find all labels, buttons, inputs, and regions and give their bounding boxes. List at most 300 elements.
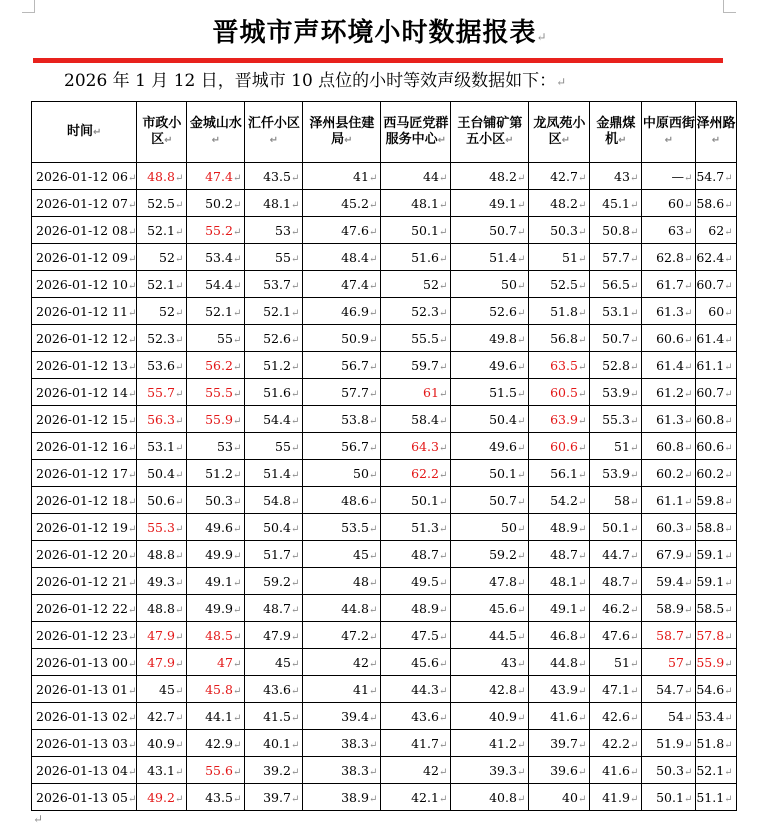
noise-value: 45: [353, 546, 369, 562]
cell-mark-icon: ↵: [577, 550, 587, 562]
value-cell: [245, 298, 303, 325]
time-value: 2026-01-12 19: [36, 519, 128, 535]
value-cell: [303, 649, 381, 676]
cell-mark-icon: ↵: [174, 793, 184, 805]
cell-mark-icon: ↵: [516, 658, 526, 670]
cell-mark-icon: ↵: [290, 334, 300, 346]
cell-mark-icon: ↵: [711, 134, 721, 146]
cell-mark-icon: ↵: [577, 631, 587, 643]
noise-value: 56.7: [341, 357, 369, 373]
value-cell: [187, 163, 245, 190]
value-cell: [451, 244, 529, 271]
value-cell: [451, 217, 529, 244]
cell-mark-icon: ↵: [629, 469, 639, 481]
cell-mark-icon: ↵: [174, 469, 184, 481]
value-cell: [590, 163, 642, 190]
noise-value: 43.6: [263, 681, 291, 697]
cell-mark-icon: ↵: [577, 604, 587, 616]
cell-mark-icon: ↵: [438, 307, 448, 319]
noise-value: 39.4: [341, 708, 369, 724]
cell-mark-icon: ↵: [232, 550, 242, 562]
noise-value: 54.8: [263, 492, 291, 508]
value-cell: [381, 433, 451, 460]
noise-value: 49.9: [205, 600, 233, 616]
cell-mark-icon: ↵: [368, 442, 378, 454]
noise-value: 45.6: [489, 600, 517, 616]
value-cell: [303, 487, 381, 514]
value-cell: [590, 757, 642, 784]
noise-value: 51.6: [263, 384, 291, 400]
noise-value: 61.1: [656, 492, 684, 508]
value-cell: [451, 541, 529, 568]
value-cell: [381, 595, 451, 622]
cell-mark-icon: ↵: [127, 793, 137, 805]
value-cell: [529, 298, 590, 325]
table-row: [32, 514, 737, 541]
value-cell: [529, 352, 590, 379]
value-cell: [642, 460, 696, 487]
cell-mark-icon: ↵: [683, 739, 693, 751]
noise-value: 59.8: [696, 492, 725, 508]
cell-mark-icon: ↵: [127, 334, 137, 346]
table-body: [32, 163, 737, 811]
time-cell: [32, 190, 137, 217]
noise-value: 50.4: [263, 519, 291, 535]
table-row: [32, 433, 737, 460]
value-cell: [245, 163, 303, 190]
value-cell: [187, 325, 245, 352]
cell-mark-icon: ↵: [577, 334, 587, 346]
noise-value: 61.4: [696, 330, 725, 346]
cell-mark-icon: ↵: [629, 604, 639, 616]
noise-value: 47: [217, 654, 233, 670]
noise-value: 53.9: [602, 384, 630, 400]
value-cell: [303, 433, 381, 460]
noise-value: 54: [668, 708, 684, 724]
cell-mark-icon: ↵: [577, 658, 587, 670]
cell-mark-icon: ↵: [724, 415, 733, 427]
value-cell: [187, 460, 245, 487]
value-cell: [187, 649, 245, 676]
noise-data-table: [31, 101, 737, 811]
value-cell: [451, 649, 529, 676]
cell-mark-icon: ↵: [174, 523, 184, 535]
cell-mark-icon: ↵: [516, 253, 526, 265]
cell-mark-icon: ↵: [174, 172, 184, 184]
value-cell: [642, 325, 696, 352]
noise-value: 60.2: [696, 465, 725, 481]
value-cell: [696, 730, 736, 757]
noise-value: 58.6: [696, 195, 725, 211]
value-cell: [529, 622, 590, 649]
cell-mark-icon: ↵: [664, 134, 674, 146]
cell-mark-icon: ↵: [577, 793, 587, 805]
cell-mark-icon: ↵: [290, 469, 300, 481]
cell-mark-icon: ↵: [127, 496, 137, 508]
cell-mark-icon: ↵: [368, 550, 378, 562]
cell-mark-icon: ↵: [516, 199, 526, 211]
time-value: 2026-01-12 17: [36, 465, 128, 481]
table-row: [32, 784, 737, 811]
table-row: [32, 190, 737, 217]
cell-mark-icon: ↵: [290, 523, 300, 535]
noise-value: 60: [708, 303, 725, 319]
noise-value: 56.3: [147, 411, 175, 427]
cell-mark-icon: ↵: [724, 550, 733, 562]
noise-value: 48.8: [147, 546, 175, 562]
noise-value: 63.9: [550, 411, 578, 427]
noise-value: 38.9: [341, 789, 369, 805]
cell-mark-icon: ↵: [516, 334, 526, 346]
value-cell: [381, 649, 451, 676]
value-cell: [529, 541, 590, 568]
value-cell: [696, 703, 736, 730]
cell-mark-icon: ↵: [516, 766, 526, 778]
cell-mark-icon: ↵: [368, 280, 378, 292]
noise-value: 40.8: [489, 789, 517, 805]
noise-value: 50.7: [489, 492, 517, 508]
cell-mark-icon: ↵: [516, 739, 526, 751]
noise-value: 57.7: [602, 249, 630, 265]
noise-value: 38.3: [341, 735, 369, 751]
cell-mark-icon: ↵: [577, 496, 587, 508]
noise-value: 59.4: [656, 573, 684, 589]
value-cell: [590, 217, 642, 244]
value-cell: [529, 406, 590, 433]
value-cell: [187, 244, 245, 271]
noise-value: 49.1: [489, 195, 517, 211]
cell-mark-icon: ↵: [211, 134, 221, 146]
noise-value: 56.1: [550, 465, 578, 481]
value-cell: [696, 217, 736, 244]
noise-value: 59.2: [263, 573, 291, 589]
value-cell: [529, 460, 590, 487]
time-value: 2026-01-12 07: [36, 195, 128, 211]
column-header: [32, 102, 137, 163]
cell-mark-icon: ↵: [629, 766, 639, 778]
cell-mark-icon: ↵: [344, 134, 353, 146]
cell-mark-icon: ↵: [290, 496, 300, 508]
noise-value: 58: [614, 492, 630, 508]
value-cell: [137, 541, 187, 568]
noise-value: 54.2: [550, 492, 578, 508]
cell-mark-icon: ↵: [174, 604, 184, 616]
cell-mark-icon: ↵: [232, 604, 242, 616]
noise-value: 52.1: [205, 303, 233, 319]
cell-mark-icon: ↵: [683, 307, 693, 319]
cell-mark-icon: ↵: [438, 658, 448, 670]
cell-mark-icon: ↵: [724, 604, 733, 616]
cell-mark-icon: ↵: [437, 134, 447, 146]
noise-value: 51.6: [411, 249, 439, 265]
value-cell: [590, 379, 642, 406]
time-value: 2026-01-12 14: [36, 384, 128, 400]
value-cell: [642, 163, 696, 190]
value-cell: [529, 595, 590, 622]
value-cell: [245, 271, 303, 298]
noise-value: 54.7: [696, 168, 725, 184]
cell-mark-icon: ↵: [561, 134, 571, 146]
cell-mark-icon: ↵: [438, 739, 448, 751]
cell-mark-icon: ↵: [629, 631, 639, 643]
cell-mark-icon: ↵: [290, 685, 300, 697]
cell-mark-icon: ↵: [232, 442, 242, 454]
noise-value: 53.1: [147, 438, 175, 454]
cell-mark-icon: ↵: [516, 523, 526, 535]
cell-mark-icon: ↵: [232, 631, 242, 643]
noise-value: 41.5: [263, 708, 291, 724]
cell-mark-icon: ↵: [516, 469, 526, 481]
noise-value: 52.3: [411, 303, 439, 319]
cell-mark-icon: ↵: [127, 577, 137, 589]
noise-value: 53.8: [341, 411, 369, 427]
value-cell: [529, 190, 590, 217]
value-cell: [451, 595, 529, 622]
value-cell: [696, 379, 736, 406]
value-cell: [590, 298, 642, 325]
table-row: [32, 406, 737, 433]
time-cell: [32, 703, 137, 730]
noise-value: 43.1: [147, 762, 175, 778]
value-cell: [642, 406, 696, 433]
noise-value: 43.5: [205, 789, 233, 805]
cell-mark-icon: ↵: [629, 442, 639, 454]
time-cell: [32, 217, 137, 244]
cell-mark-icon: ↵: [577, 415, 587, 427]
table-row: [32, 541, 737, 568]
noise-value: 57.8: [696, 627, 725, 643]
value-cell: [381, 568, 451, 595]
cell-mark-icon: ↵: [438, 172, 448, 184]
noise-value: 42.6: [602, 708, 630, 724]
cell-mark-icon: ↵: [438, 550, 448, 562]
value-cell: [590, 568, 642, 595]
value-cell: [137, 568, 187, 595]
noise-value: 54.6: [696, 681, 725, 697]
value-cell: [303, 379, 381, 406]
cell-mark-icon: ↵: [232, 658, 242, 670]
cell-mark-icon: ↵: [290, 388, 300, 400]
cell-mark-icon: ↵: [629, 334, 639, 346]
noise-value: 55.7: [147, 384, 175, 400]
value-cell: [642, 514, 696, 541]
noise-value: 56.2: [205, 357, 233, 373]
cell-mark-icon: ↵: [232, 307, 242, 319]
value-cell: [451, 757, 529, 784]
value-cell: [696, 487, 736, 514]
value-cell: [381, 622, 451, 649]
table-row: [32, 271, 737, 298]
cell-mark-icon: ↵: [127, 361, 137, 373]
cell-mark-icon: ↵: [232, 766, 242, 778]
value-cell: [642, 649, 696, 676]
table-row: [32, 163, 737, 190]
noise-value: 50.4: [147, 465, 175, 481]
noise-value: 40.9: [147, 735, 175, 751]
cell-mark-icon: ↵: [232, 199, 242, 211]
value-cell: [529, 676, 590, 703]
noise-value: 47.4: [341, 276, 369, 292]
cell-mark-icon: ↵: [368, 766, 378, 778]
value-cell: [245, 460, 303, 487]
value-cell: [303, 190, 381, 217]
value-cell: [590, 703, 642, 730]
noise-value: 48.2: [489, 168, 517, 184]
noise-value: 40.9: [489, 708, 517, 724]
noise-value: 60.6: [656, 330, 684, 346]
cell-mark-icon: ↵: [438, 415, 448, 427]
value-cell: [529, 784, 590, 811]
noise-value: 60.2: [656, 465, 684, 481]
noise-value: 47.1: [602, 681, 630, 697]
time-value: 2026-01-13 00: [36, 654, 128, 670]
noise-value: 61.3: [656, 303, 684, 319]
time-cell: [32, 622, 137, 649]
table-row: [32, 217, 737, 244]
noise-value: 67.9: [656, 546, 684, 562]
cell-mark-icon: ↵: [368, 199, 378, 211]
noise-value: 55.9: [205, 411, 233, 427]
table-row: [32, 487, 737, 514]
value-cell: [381, 703, 451, 730]
noise-value: 49.6: [489, 357, 517, 373]
noise-value: 61.4: [656, 357, 684, 373]
noise-value: 60.8: [696, 411, 725, 427]
cell-mark-icon: ↵: [174, 442, 184, 454]
cell-mark-icon: ↵: [724, 334, 733, 346]
value-cell: [529, 514, 590, 541]
cell-mark-icon: ↵: [232, 253, 242, 265]
value-cell: [245, 514, 303, 541]
cell-mark-icon: ↵: [127, 523, 137, 535]
time-value: 2026-01-13 02: [36, 708, 128, 724]
cell-mark-icon: ↵: [174, 388, 184, 400]
noise-value: 50.9: [341, 330, 369, 346]
value-cell: [245, 244, 303, 271]
cell-mark-icon: ↵: [629, 577, 639, 589]
cell-mark-icon: ↵: [683, 415, 693, 427]
noise-value: 50.1: [411, 222, 439, 238]
cell-mark-icon: ↵: [92, 126, 102, 138]
noise-value: 52: [159, 303, 175, 319]
column-header-label: 泽州路: [696, 115, 736, 131]
table-row: [32, 649, 737, 676]
noise-value: 48.7: [602, 573, 630, 589]
cell-mark-icon: ↵: [127, 442, 137, 454]
document-subtitle: [64, 66, 566, 91]
value-cell: [245, 595, 303, 622]
cell-mark-icon: ↵: [516, 631, 526, 643]
cell-mark-icon: ↵: [368, 415, 378, 427]
cell-mark-icon: ↵: [290, 631, 300, 643]
value-cell: [590, 622, 642, 649]
noise-value: 60.6: [696, 438, 725, 454]
noise-value: 49.1: [550, 600, 578, 616]
cell-mark-icon: ↵: [629, 793, 639, 805]
value-cell: [137, 325, 187, 352]
value-cell: [245, 433, 303, 460]
value-cell: [187, 784, 245, 811]
time-value: 2026-01-12 06: [36, 168, 128, 184]
noise-value: 42: [353, 654, 369, 670]
noise-value: 41.6: [602, 762, 630, 778]
cell-mark-icon: ↵: [438, 577, 448, 589]
value-cell: [590, 406, 642, 433]
noise-value: 49.5: [411, 573, 439, 589]
cell-mark-icon: ↵: [516, 415, 526, 427]
cell-mark-icon: ↵: [174, 226, 184, 238]
cell-mark-icon: ↵: [683, 361, 693, 373]
value-cell: [187, 703, 245, 730]
value-cell: [245, 568, 303, 595]
noise-value: 39.6: [550, 762, 578, 778]
value-cell: [381, 352, 451, 379]
cell-mark-icon: ↵: [290, 658, 300, 670]
cell-mark-icon: ↵: [232, 334, 242, 346]
value-cell: [303, 325, 381, 352]
cell-mark-icon: ↵: [516, 793, 526, 805]
cell-mark-icon: ↵: [516, 361, 526, 373]
value-cell: [381, 325, 451, 352]
value-cell: [590, 460, 642, 487]
time-cell: [32, 163, 137, 190]
column-header: [642, 102, 696, 163]
table-row: [32, 622, 737, 649]
cell-mark-icon: ↵: [577, 577, 587, 589]
value-cell: [696, 190, 736, 217]
value-cell: [381, 379, 451, 406]
cell-mark-icon: ↵: [368, 496, 378, 508]
value-cell: [696, 460, 736, 487]
noise-value: 51: [614, 438, 630, 454]
noise-value: 55.5: [205, 384, 233, 400]
value-cell: [381, 163, 451, 190]
value-cell: [529, 163, 590, 190]
value-cell: [590, 676, 642, 703]
column-header: [529, 102, 590, 163]
noise-value: 52.5: [147, 195, 175, 211]
noise-value: 51.5: [489, 384, 517, 400]
cell-mark-icon: ↵: [629, 253, 639, 265]
noise-value: 53.4: [696, 708, 725, 724]
cell-mark-icon: ↵: [629, 199, 639, 211]
value-cell: [696, 271, 736, 298]
value-cell: [303, 271, 381, 298]
noise-value: —: [671, 168, 684, 184]
value-cell: [451, 271, 529, 298]
value-cell: [642, 352, 696, 379]
value-cell: [303, 217, 381, 244]
cell-mark-icon: ↵: [368, 712, 378, 724]
table-row: [32, 325, 737, 352]
value-cell: [245, 676, 303, 703]
value-cell: [303, 568, 381, 595]
noise-value: 50.1: [411, 492, 439, 508]
value-cell: [187, 676, 245, 703]
cell-mark-icon: ↵: [505, 134, 514, 146]
value-cell: [187, 217, 245, 244]
time-value: 2026-01-12 23: [36, 627, 128, 643]
value-cell: [303, 676, 381, 703]
value-cell: [696, 622, 736, 649]
cell-mark-icon: ↵: [724, 685, 733, 697]
value-cell: [696, 325, 736, 352]
cell-mark-icon: ↵: [724, 469, 733, 481]
noise-value: 54.7: [656, 681, 684, 697]
value-cell: [642, 244, 696, 271]
value-cell: [590, 352, 642, 379]
noise-value: 43.9: [550, 681, 578, 697]
